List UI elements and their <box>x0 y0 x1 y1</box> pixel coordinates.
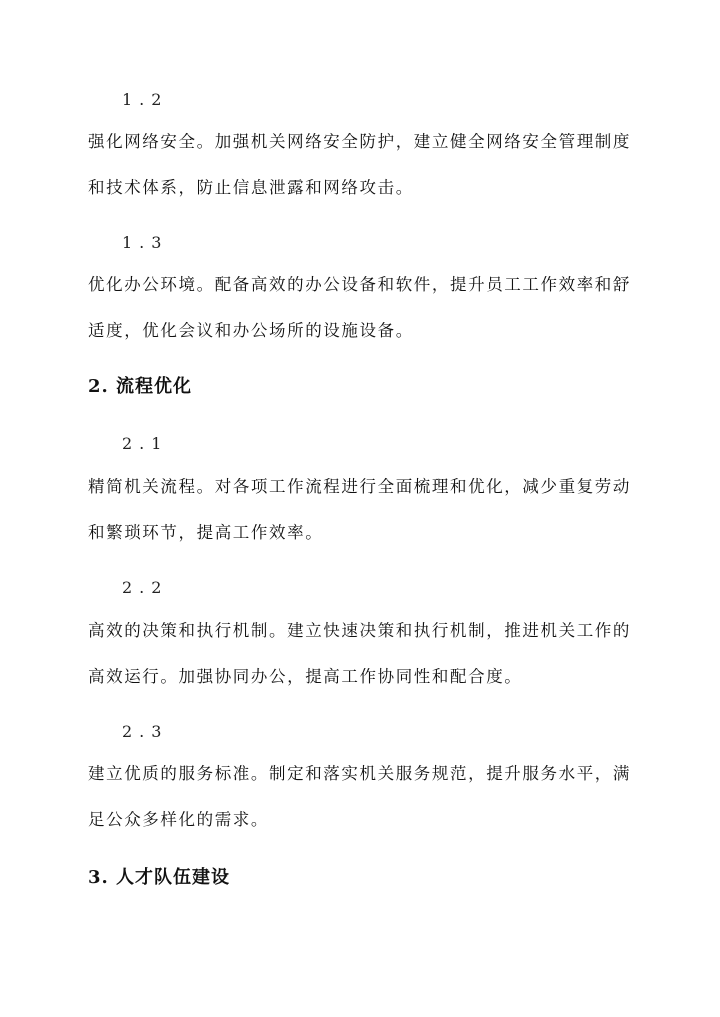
subsection-number-2-3: 2.3 <box>122 722 169 741</box>
section-heading-3 <box>88 866 230 890</box>
paragraph-office-environment: 优化办公环境。配备高效的办公设备和软件，提升员工工作效率和舒适度，优化会议和办公场所的设施设备。 <box>88 275 631 340</box>
paragraph-network-security: 强化网络安全。加强机关网络安全防护，建立健全网络安全管理制度和技术体系，防止信息泄露和网络攻击。 <box>88 132 631 197</box>
section-title: 人才队伍建设 <box>116 867 230 888</box>
section-number: 2. <box>88 376 109 397</box>
subsection-number-1-3: 1.3 <box>122 233 169 252</box>
section-heading-2 <box>88 375 192 399</box>
subsection-number-2-1: 2.1 <box>122 434 169 453</box>
paragraph-decision-mechanism: 高效的决策和执行机制。建立快速决策和执行机制，推进机关工作的高效运行。加强协同办公，提高工作协同性和配合度。 <box>88 621 631 686</box>
paragraph-service-standard: 建立优质的服务标准。制定和落实机关服务规范，提升服务水平，满足公众多样化的需求。 <box>88 764 631 829</box>
section-title: 流程优化 <box>116 376 192 397</box>
subsection-number-2-2: 2.2 <box>122 578 169 597</box>
subsection-number-1-2: 1.2 <box>122 90 169 109</box>
section-number: 3. <box>88 867 109 888</box>
paragraph-streamline-process: 精简机关流程。对各项工作流程进行全面梳理和优化，减少重复劳动和繁琐环节，提高工作效率。 <box>88 477 631 542</box>
